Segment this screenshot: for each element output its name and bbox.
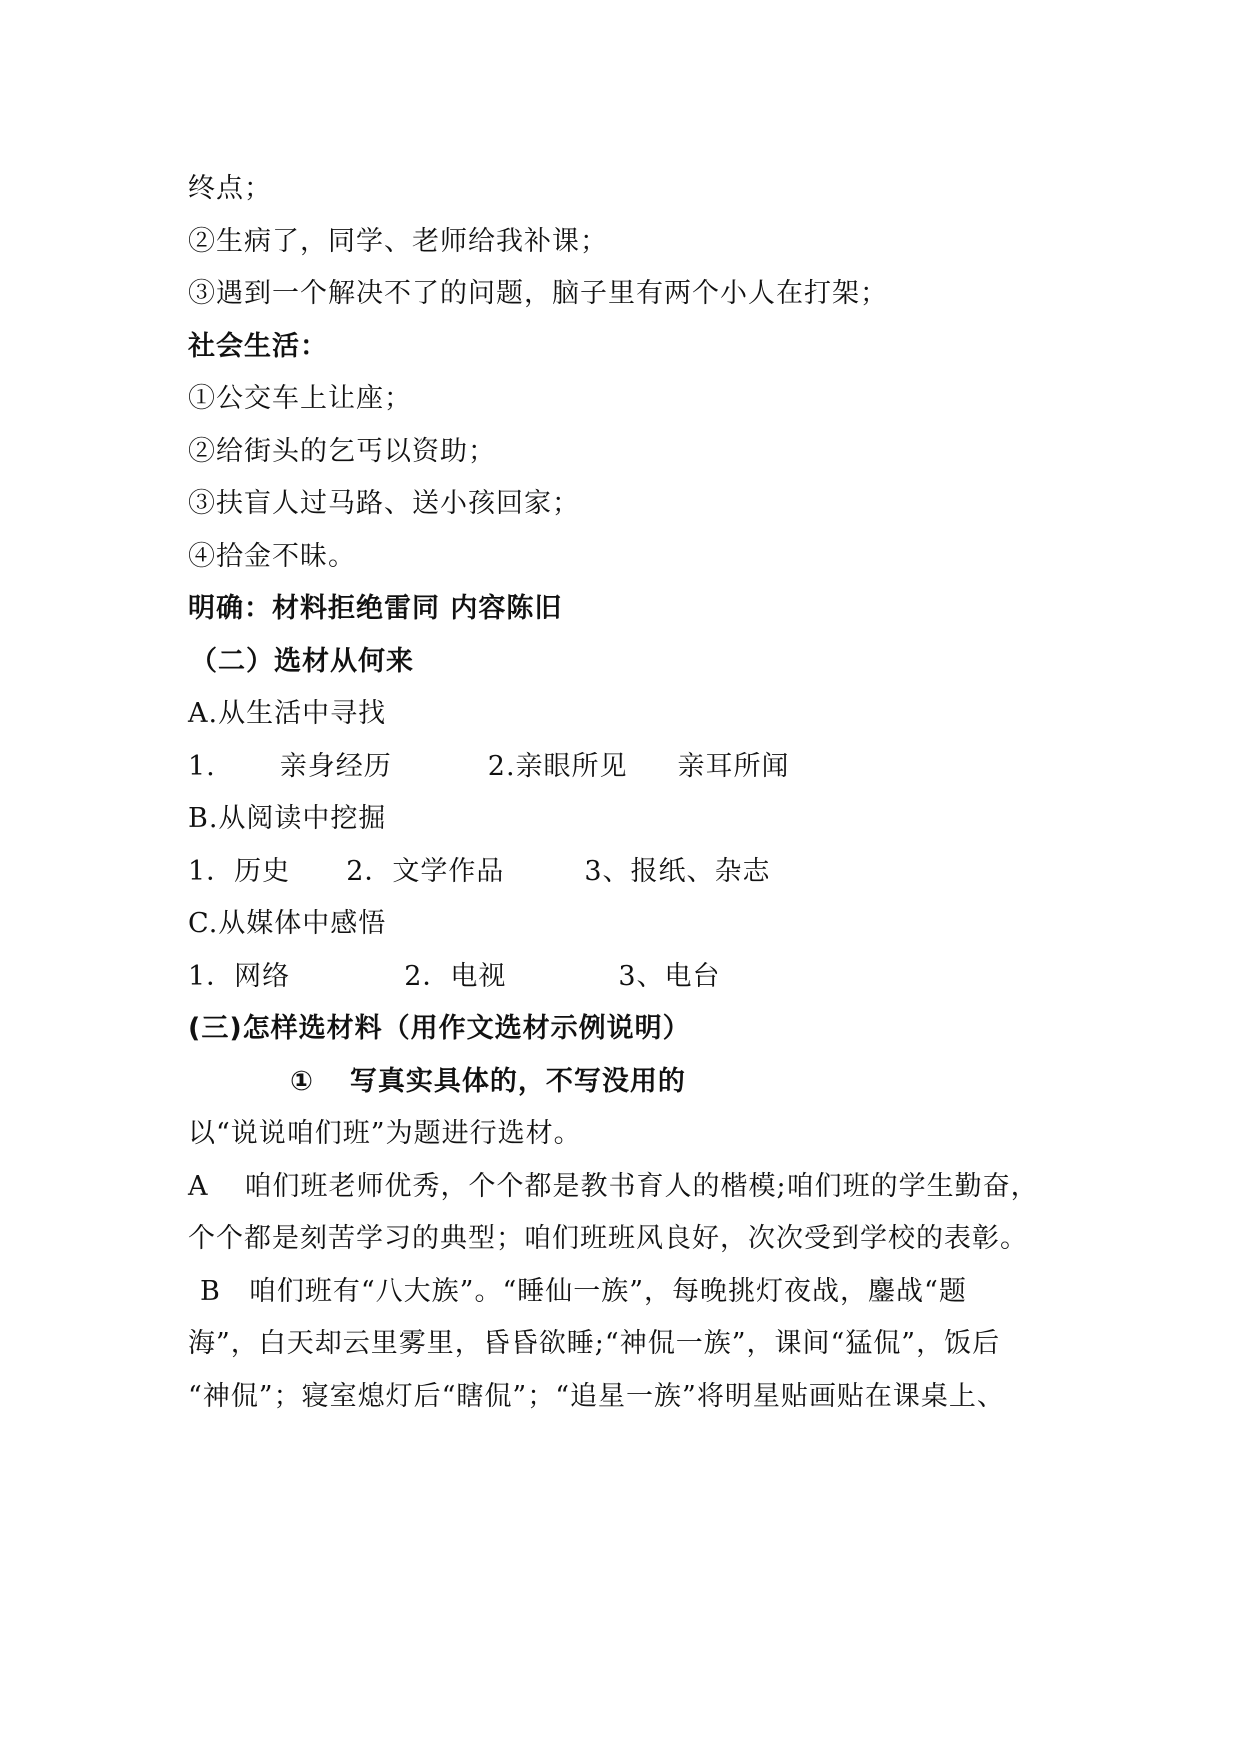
text-line: ②生病了，同学、老师给我补课； [188,226,608,257]
text-line: ②给街头的乞丐以资助； [188,436,496,467]
text-line: ④拾金不昧。 [188,541,356,572]
list-item: 3、报纸、杂志 [584,856,771,887]
text-line [188,959,721,995]
text-line: 海”，白天却云里雾里，昏昏欲睡;“神侃一族”，课间“猛侃”，饭后 [188,1328,1001,1359]
section-heading: 明确：材料拒绝雷同 内容陈旧 [188,593,563,624]
text-line: ③遇到一个解决不了的问题，脑子里有两个小人在打架； [188,278,888,309]
text-line: 终点； [188,173,272,204]
list-item: 亲身经历 [279,751,392,782]
text-line: C.从媒体中感悟 [188,908,387,939]
text-line [188,749,790,785]
section-heading: （二）选材从何来 [190,646,414,677]
text-line: 个个都是刻苦学习的典型；咱们班班风良好，次次受到学校的表彰。 [188,1223,1028,1254]
subheading-text: 写真实具体的，不写没用的 [349,1066,686,1097]
text-line: “神侃”；寝室熄灯后“瞎侃”；“追星一族”将明星贴画贴在课桌上、 [188,1381,1005,1412]
list-item: 2．文学作品 [346,856,505,887]
subheading [290,1064,686,1100]
paragraph-text: 咱们班有“八大族”。“睡仙一族”，每晚挑灯夜战，鏖战“题 [248,1276,967,1307]
item-letter: B [200,1276,221,1307]
list-item: 亲耳所闻 [677,751,790,782]
list-item: 1．历史 [188,856,291,887]
text-line [200,1274,967,1310]
section-heading: (三)怎样选材料（用作文选材示例说明） [188,1013,691,1044]
circled-number: ① [290,1066,314,1097]
list-item: 3、电台 [618,961,721,992]
text-line: ①公交车上让座； [188,383,412,414]
text-line [188,1169,1039,1205]
list-item: 2．电视 [404,961,507,992]
text-line: A.从生活中寻找 [188,698,387,729]
list-number: 1. [188,751,216,782]
list-item: 2.亲眼所见 [487,751,628,782]
text-line: 以“说说咱们班”为题进行选材。 [188,1118,582,1149]
paragraph-text: 咱们班老师优秀，个个都是教书育人的楷模;咱们班的学生勤奋， [244,1171,1039,1202]
text-line: ③扶盲人过马路、送小孩回家； [188,488,580,519]
list-item: 1．网络 [188,961,291,992]
section-heading: 社会生活： [188,331,328,362]
item-letter: A [188,1171,209,1202]
text-line [188,854,771,890]
text-line: B.从阅读中挖掘 [188,803,387,834]
